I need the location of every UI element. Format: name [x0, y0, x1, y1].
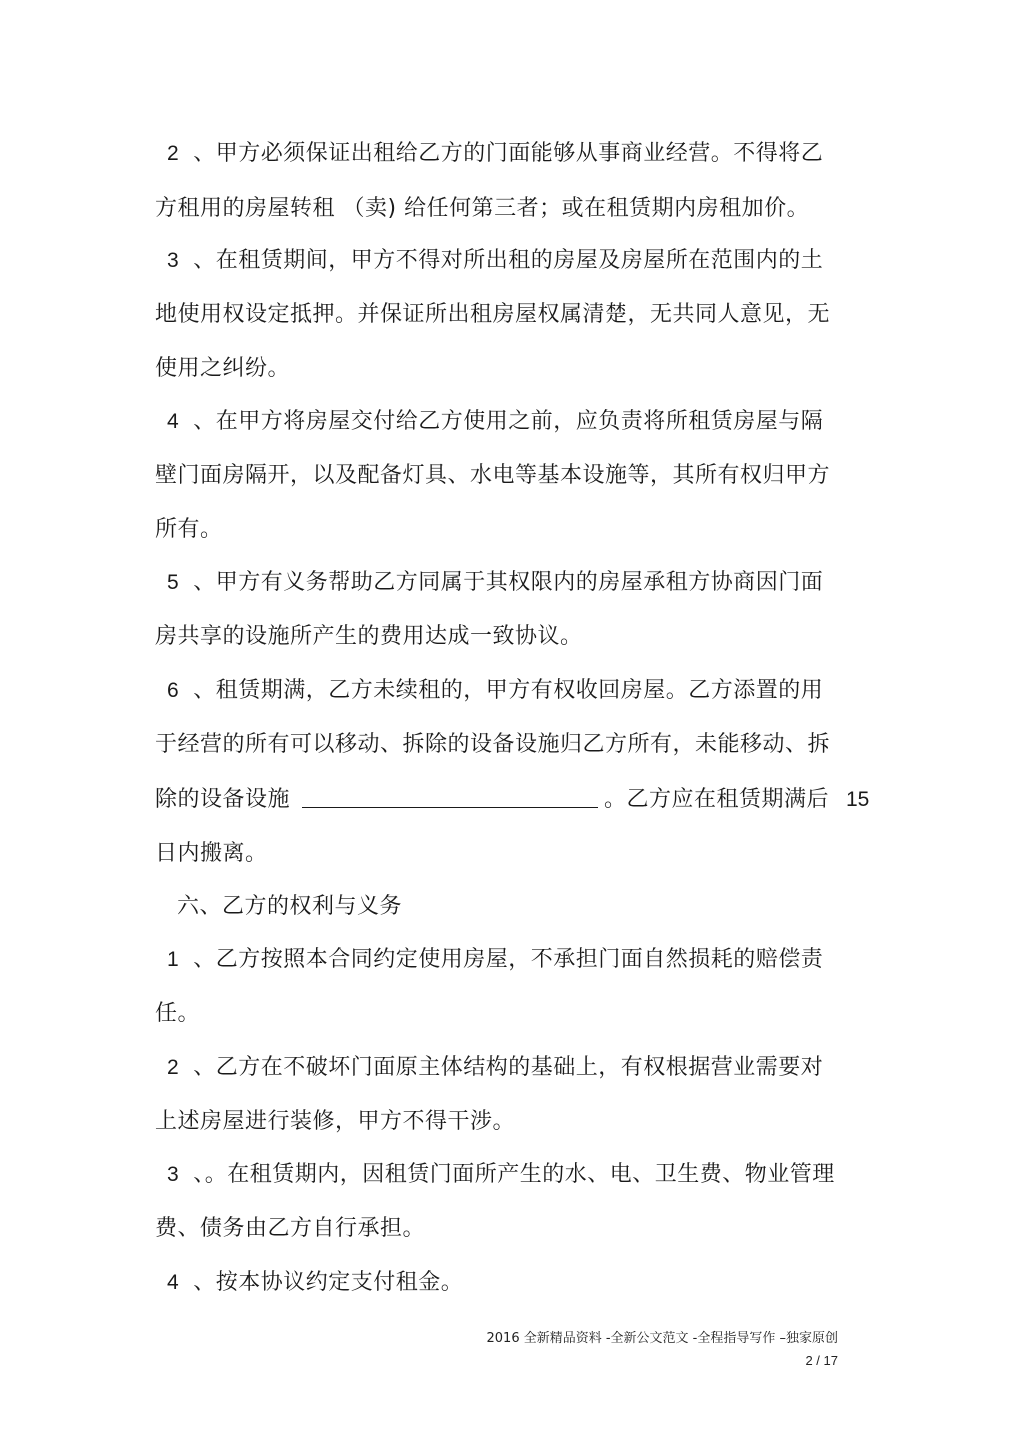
- paragraph-line: [155, 945, 823, 975]
- line-text: 、乙方按照本合同约定使用房屋，不承担门面自然损耗的赔偿责: [193, 947, 824, 972]
- item-number: 2: [167, 1056, 180, 1079]
- item-number: 6: [167, 679, 180, 702]
- line-text: 除的设备设施: [155, 787, 291, 812]
- paragraph-line: [155, 407, 823, 437]
- days-number: 15: [846, 788, 870, 811]
- paragraph-line: [155, 1160, 835, 1190]
- paragraph-line: [155, 194, 809, 224]
- paragraph-line: [155, 139, 823, 169]
- item-number: 5: [167, 571, 180, 594]
- paragraph-line: [155, 999, 200, 1029]
- item-number: 3: [167, 1163, 180, 1186]
- line-text: 费、债务由乙方自行承担。: [155, 1216, 426, 1241]
- item-number: 1: [167, 948, 180, 971]
- heading-text: 六、乙方的权利与义务: [177, 894, 403, 919]
- paragraph-line: [155, 676, 823, 706]
- line-text: 、按本协议约定支付租金。: [193, 1270, 464, 1295]
- paragraph-line: [155, 1107, 515, 1137]
- line-text: 、在租赁期间，甲方不得对所出租的房屋及房屋所在范围内的土: [193, 248, 824, 273]
- line-text: 任。: [155, 1001, 201, 1026]
- item-number: 4: [167, 1271, 180, 1294]
- fill-in-blank[interactable]: [302, 785, 598, 808]
- line-text: 壁门面房隔开，以及配备灯具、水电等基本设施等，其所有权归甲方: [155, 463, 831, 488]
- item-number: 3: [167, 249, 180, 272]
- paragraph-line: [155, 1214, 425, 1244]
- item-number: 2: [167, 142, 180, 165]
- line-text: 日内搬离。: [155, 841, 268, 866]
- paragraph-line: [155, 300, 830, 330]
- paragraph-line: [155, 461, 830, 491]
- paragraph-line: [155, 785, 829, 815]
- line-text: 所有。: [155, 517, 223, 542]
- line-text: 、在甲方将房屋交付给乙方使用之前，应负责将所租赁房屋与隔: [193, 409, 824, 434]
- footer-text: 2016 全新精品资料 -全新公文范文 -全程指导写作 –独家原创: [486, 1331, 838, 1346]
- paragraph-line: [155, 730, 830, 760]
- line-text: 上述房屋进行装修，甲方不得干涉。: [155, 1109, 516, 1134]
- paragraph-line: [155, 354, 290, 384]
- line-text: 、。在租赁期内，因租赁门面所产生的水、电、卫生费、物业管理: [193, 1162, 835, 1187]
- line-text: 、甲方有义务帮助乙方同属于其权限内的房屋承租方协商因门面: [193, 570, 824, 595]
- paragraph-line: [155, 1053, 823, 1083]
- line-text: 、租赁期满，乙方未续租的，甲方有权收回房屋。乙方添置的用: [193, 678, 824, 703]
- paragraph-line: [155, 568, 823, 598]
- page-number: 2 / 17: [805, 1353, 838, 1368]
- section-heading: [177, 892, 402, 922]
- paragraph-line: [155, 622, 583, 652]
- line-text: 、乙方在不破坏门面原主体结构的基础上，有权根据营业需要对: [193, 1055, 824, 1080]
- line-text: 使用之纠纷。: [155, 356, 291, 381]
- line-text: 、甲方必须保证出租给乙方的门面能够从事商业经营。不得将乙: [193, 141, 824, 166]
- item-number: 4: [167, 410, 180, 433]
- line-text: 地使用权设定抵押。并保证所出租房屋权属清楚，无共同人意见，无: [155, 302, 831, 327]
- paragraph-line: [155, 839, 268, 869]
- line-text: 于经营的所有可以移动、拆除的设备设施归乙方所有，未能移动、拆: [155, 732, 831, 757]
- line-text: 方租用的房屋转租 （卖) 给任何第三者；或在租赁期内房租加价。: [155, 196, 810, 221]
- paragraph-line: [155, 246, 823, 276]
- paragraph-line: [155, 515, 223, 545]
- line-text: 房共享的设施所产生的费用达成一致协议。: [155, 624, 583, 649]
- line-text-after-blank: 。乙方应在租赁期满后: [604, 787, 830, 812]
- paragraph-line: [155, 1268, 463, 1298]
